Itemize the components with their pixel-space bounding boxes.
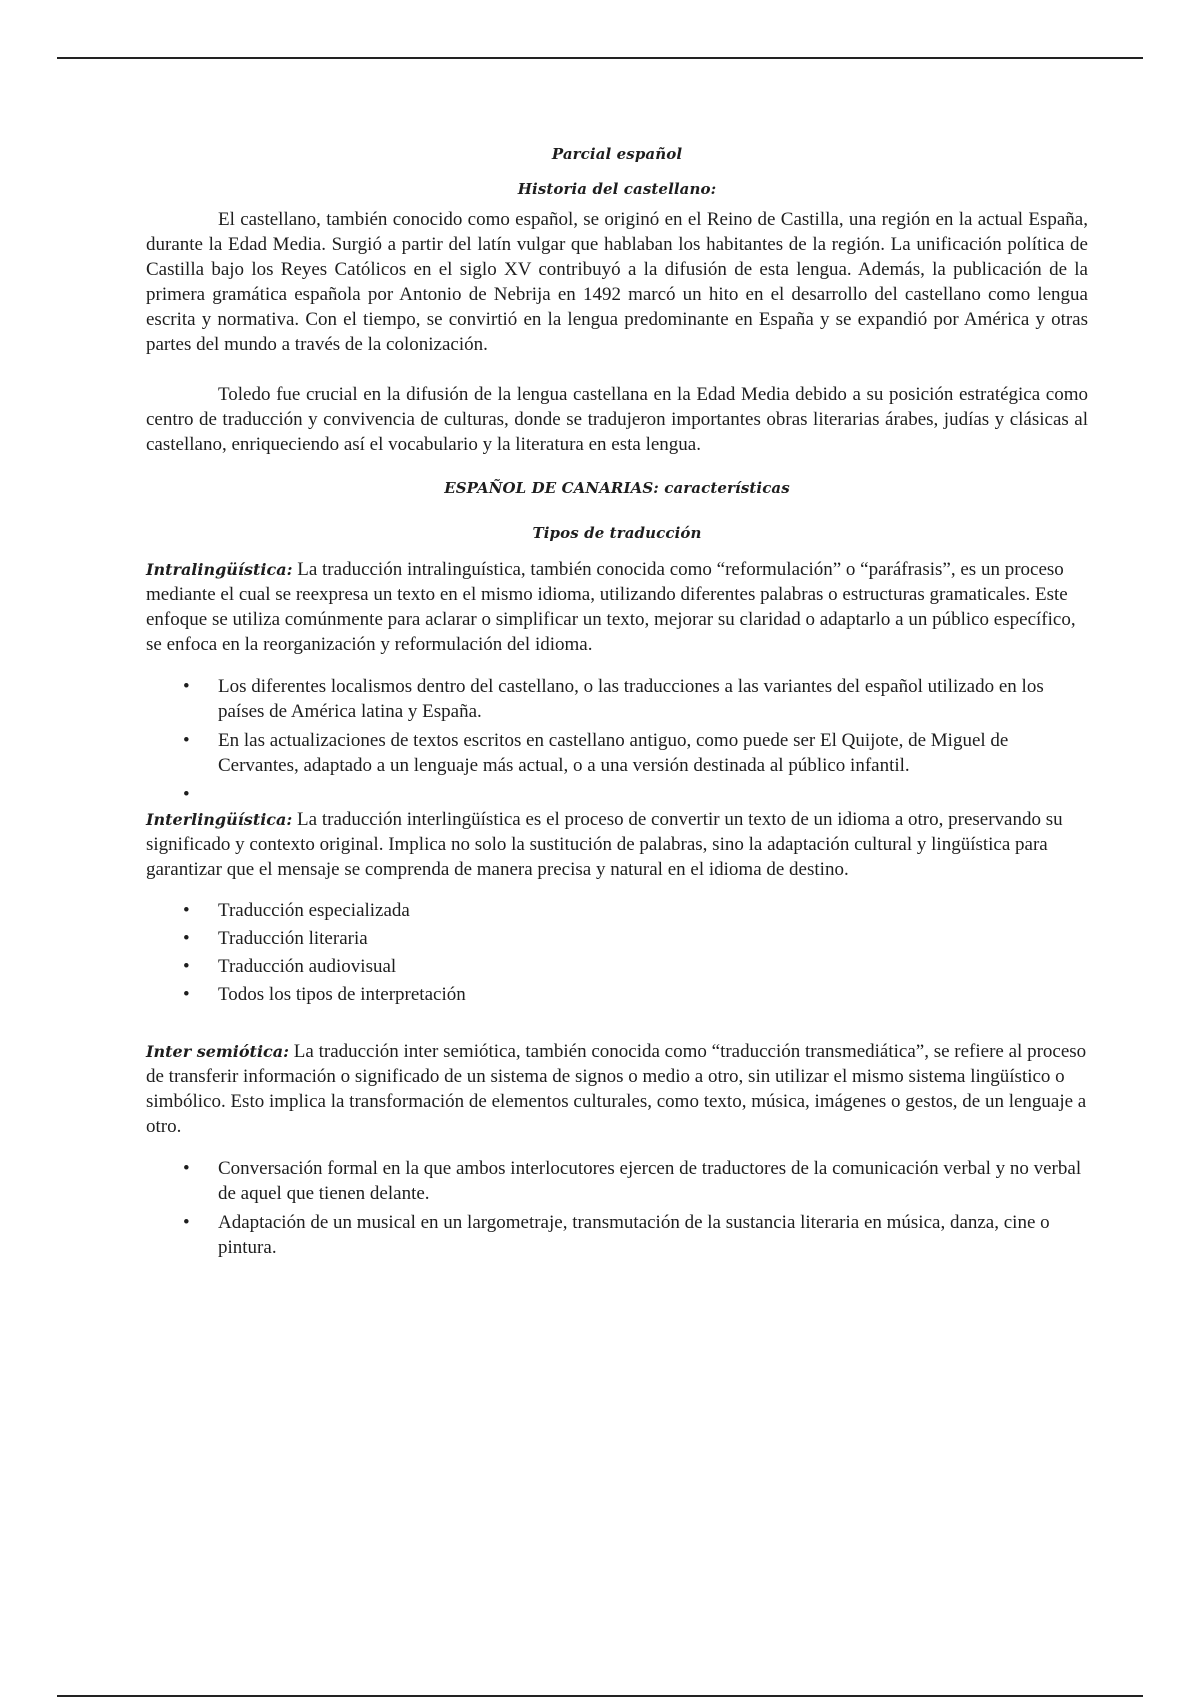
history-heading: Historia del castellano: [517,180,717,198]
document-page [146,145,1088,1264]
history-paragraph-1: El castellano, también conocido como español, se originó en el Reino de Castilla, una región en la actual España, durante la Edad Media. Surgió a partir del latín vulgar que hablaban los habitantes de la región. La unificación política de Castilla bajo los Reyes Católicos en el siglo XV contribuyó a la difusión de esta lengua. Además, la publicación de la primera gramática española por Antonio de Nebrija en 1492 marcó un hito en el desarrollo del castellano como lengua escrita y normativa. Con el tiempo, se convirtió en la lengua predominante en España y se expandió por América y otras partes del mundo a través de la colonización. [146,209,1088,355]
intralinguistica-paragraph [146,557,1088,657]
intralinguistica-term: Intralingüística: [146,560,293,579]
list-item: • Traducción especializada [146,898,1088,923]
interlinguistica-list [146,898,1088,1007]
list-item: • En las actualizaciones de textos escritos en castellano antiguo, como puede ser El Quijote, de Miguel de Cervantes, adaptado a un lenguaje más actual, o a una versión destinada al público infantil. [146,728,1088,778]
list-item: • Traducción audiovisual [146,954,1088,979]
intralinguistica-list [146,674,1088,807]
list-item: • Los diferentes localismos dentro del castellano, o las traducciones a las variantes del español utilizado en los países de América latina y España. [146,674,1088,724]
translation-types-heading: Tipos de traducción [532,524,702,542]
list-item: • Traducción literaria [146,926,1088,951]
bottom-rule [57,1695,1143,1697]
top-rule [57,57,1143,59]
list-item: • Adaptación de un musical en un largometraje, transmutación de la sustancia literaria en música, danza, cine o pintura. [146,1210,1088,1260]
list-item: • Todos los tipos de interpretación [146,982,1088,1007]
intralinguistica-text: La traducción intralinguística, también conocida como “reformulación” o “paráfrasis”, es un proceso mediante el cual se reexpresa un texto en el mismo idioma, utilizando diferentes palabras o estructuras gramaticales. Este enfoque se utiliza comúnmente para aclarar o simplificar un texto, mejorar su claridad o adaptarlo a un público específico, se enfoca en la reorganización y reformulación del idioma. [146,559,1076,655]
intersemiotica-list [146,1156,1088,1260]
list-item: • Conversación formal en la que ambos interlocutores ejercen de traductores de la comunicación verbal y no verbal de aquel que tienen delante. [146,1156,1088,1206]
interlinguistica-paragraph [146,807,1088,882]
intersemiotica-text: La traducción inter semiótica, también conocida como “traducción transmediática”, se refiere al proceso de transferir información o significado de un sistema de signos o medio a otro, sin utilizar el mismo sistema lingüístico o simbólico. Esto implica la transformación de elementos culturales, como texto, música, imágenes o gestos, de un lenguaje a otro. [146,1041,1087,1137]
list-item-empty [146,782,1088,807]
intersemiotica-paragraph [146,1039,1088,1139]
interlinguistica-text: La traducción interlingüística es el proceso de convertir un texto de un idioma a otro, preservando su significado y contexto original. Implica no solo la sustitución de palabras, sino la adaptación cultural y lingüística para garantizar que el mensaje se comprenda de manera precisa y natural en el idioma de destino. [146,809,1063,880]
interlinguistica-term: Interlingüística: [146,810,293,829]
intersemiotica-term: Inter semiótica: [146,1042,290,1061]
canarias-heading: ESPAÑOL DE CANARIAS: características [444,479,790,497]
history-paragraph-2: Toledo fue crucial en la difusión de la lengua castellana en la Edad Media debido a su posición estratégica como centro de traducción y convivencia de culturas, donde se tradujeron importantes obras literarias árabes, judías y clásicas al castellano, enriqueciendo así el vocabulario y la literatura en esta lengua. [146,384,1088,455]
document-title: Parcial español [551,145,683,163]
